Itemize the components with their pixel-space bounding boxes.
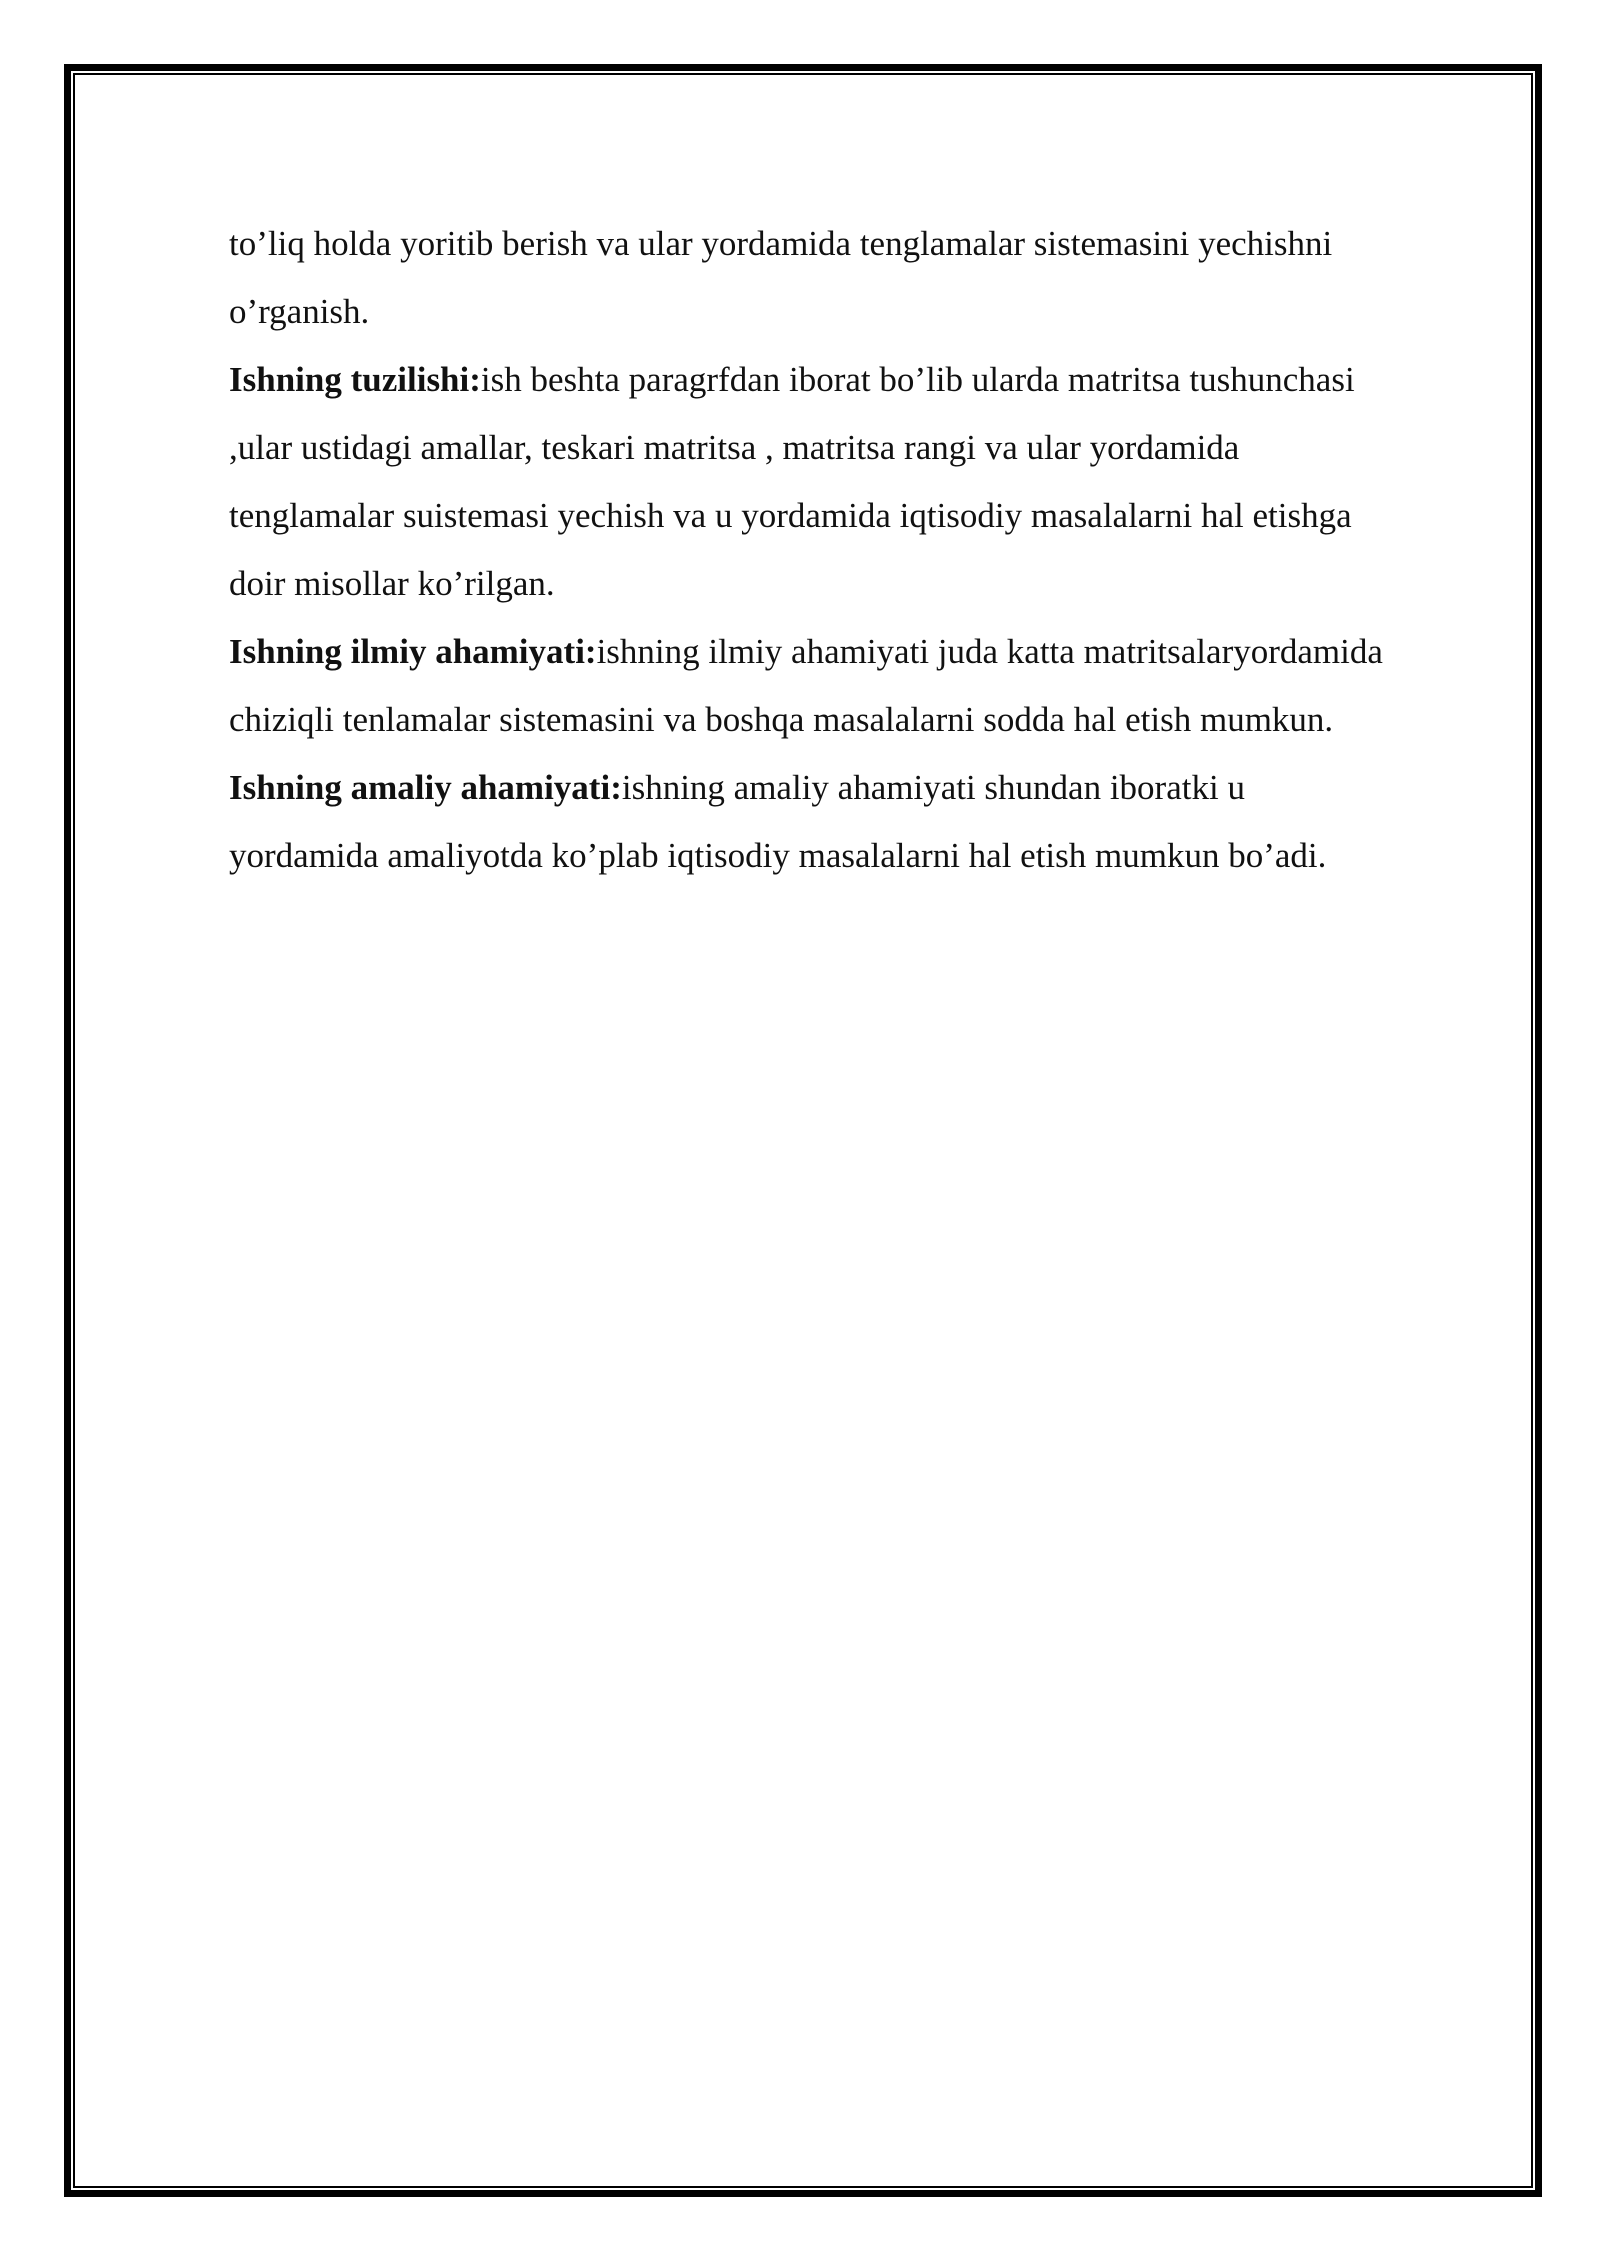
- line-8-text: chiziqli tenlamalar sistemasini va boshqa masalalarni sodda hal etish mumkun.: [229, 700, 1334, 739]
- text-line-4: [229, 414, 1489, 482]
- line-4-text: ,ular ustidagi amallar, teskari matritsa , matritsa rangi va ular yordamida: [229, 428, 1240, 467]
- text-line-3: [229, 346, 1489, 414]
- line-1-text: to’liq holda yoritib berish va ular yordamida tenglamalar sistemasini yechishni: [229, 224, 1333, 263]
- text-line-9: [229, 754, 1489, 822]
- line-7-text: ishning ilmiy ahamiyati juda katta matritsalaryordamida: [596, 632, 1383, 671]
- text-line-5: [229, 482, 1489, 550]
- line-2-text: o’rganish.: [229, 292, 370, 331]
- text-line-2: [229, 278, 1489, 346]
- section-heading-ilmiy: Ishning ilmiy ahamiyati:: [229, 632, 597, 671]
- text-line-8: [229, 686, 1489, 754]
- line-6-text: doir misollar ko’rilgan.: [229, 564, 555, 603]
- text-line-10: [229, 822, 1489, 890]
- text-line-7: [229, 618, 1489, 686]
- document-body: [229, 210, 1489, 890]
- text-line-6: [229, 550, 1489, 618]
- section-heading-tuzilishi: Ishning tuzilishi:: [229, 360, 481, 399]
- text-line-1: [229, 210, 1489, 278]
- line-3-text: ish beshta paragrfdan iborat bo’lib ularda matritsa tushunchasi: [480, 360, 1355, 399]
- line-5-text: tenglamalar suistemasi yechish va u yordamida iqtisodiy masalalarni hal etishga: [229, 496, 1352, 535]
- section-heading-amaliy: Ishning amaliy ahamiyati:: [229, 768, 622, 807]
- line-10-text: yordamida amaliyotda ko’plab iqtisodiy masalalarni hal etish mumkun bo’adi.: [229, 836, 1327, 875]
- line-9-text: ishning amaliy ahamiyati shundan iboratki u: [621, 768, 1245, 807]
